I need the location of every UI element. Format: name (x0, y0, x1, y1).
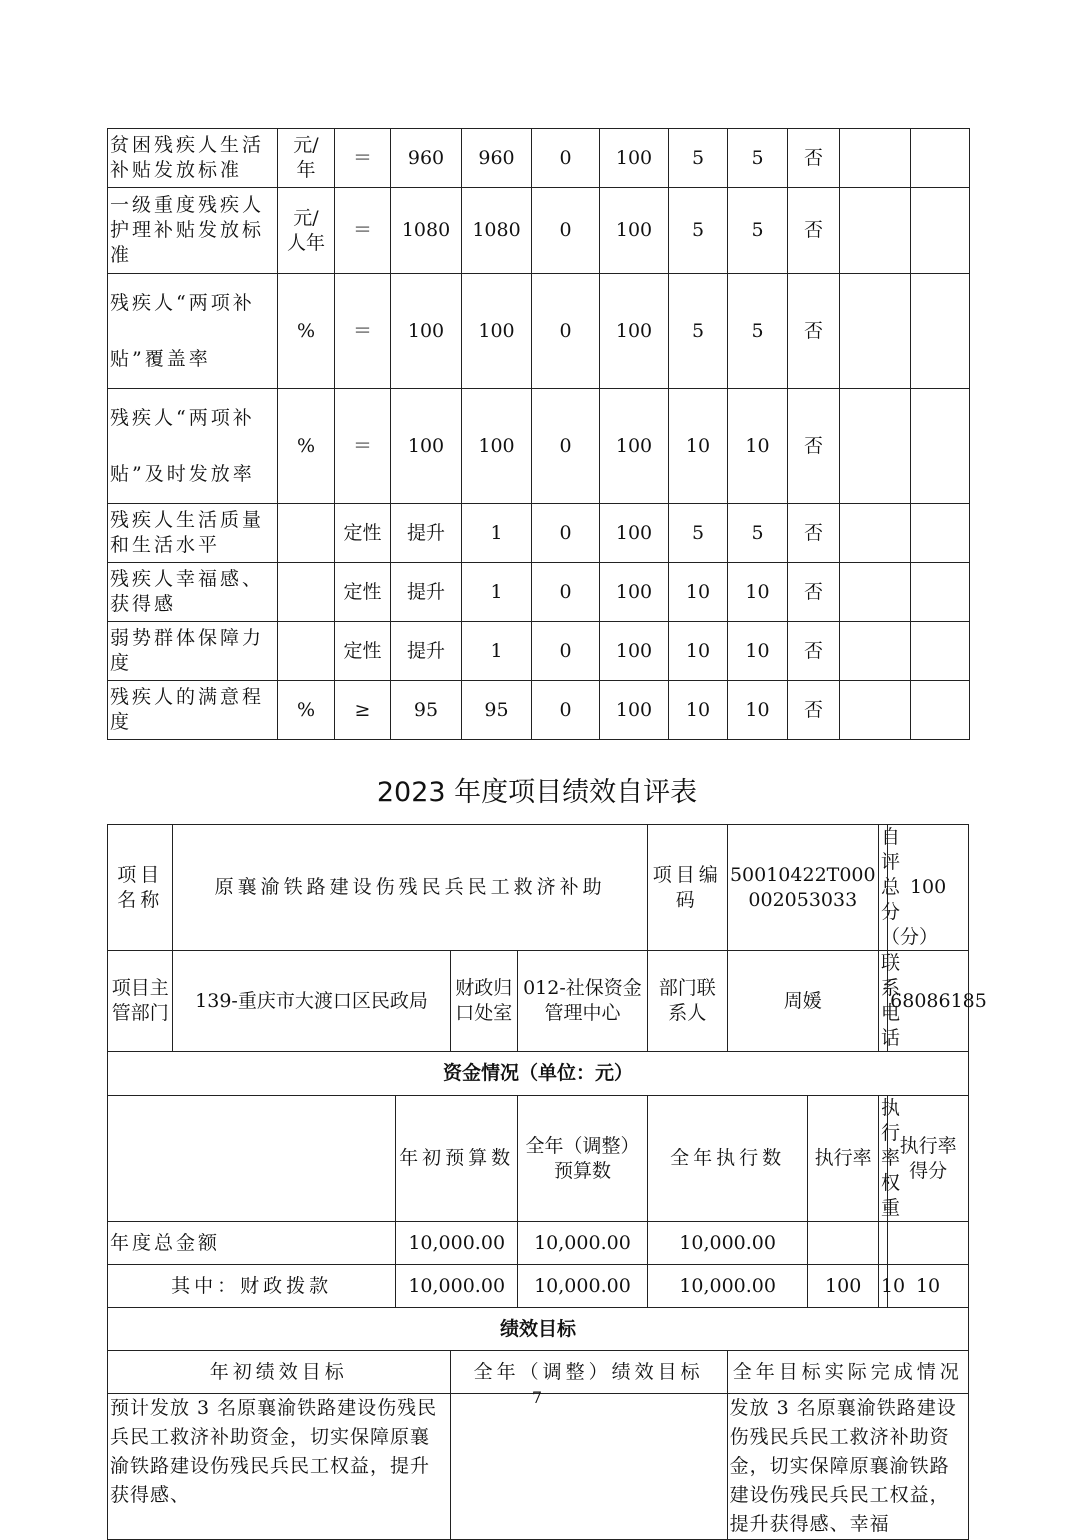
indicator-deviation: 0 (532, 563, 600, 622)
indicator-deviation: 0 (532, 188, 600, 274)
goals-section-title: 绩效目标 (108, 1308, 969, 1351)
score-value: 100 (888, 825, 969, 951)
indicator-op: 定性 (335, 563, 391, 622)
indicator-empty-cell (840, 274, 911, 389)
finance-label: 财政归口处室 (450, 951, 517, 1052)
indicator-empty-cell (911, 274, 970, 389)
indicator-score: 10 (728, 389, 788, 504)
indicator-op: ＝ (335, 274, 391, 389)
indicator-row (108, 622, 970, 681)
indicator-name: 残疾人生活质量和生活水平 (108, 504, 278, 563)
indicator-weight: 10 (669, 389, 728, 504)
indicator-score: 5 (728, 274, 788, 389)
indicator-flag: 否 (788, 563, 840, 622)
funds-header: 执行率 (808, 1096, 879, 1222)
indicator-table (107, 128, 970, 740)
indicator-row (108, 129, 970, 188)
indicator-score: 10 (728, 563, 788, 622)
indicator-actual: 100 (462, 389, 532, 504)
indicator-empty-cell (840, 188, 911, 274)
indicator-unit: % (278, 681, 335, 740)
funds-cell (878, 1222, 887, 1265)
indicator-weight: 10 (669, 622, 728, 681)
indicator-actual: 100 (462, 274, 532, 389)
goals-header: 年初绩效目标 (108, 1351, 451, 1394)
goals-header: 全年目标实际完成情况 (727, 1351, 968, 1394)
indicator-weight: 5 (669, 188, 728, 274)
indicator-weight: 5 (669, 274, 728, 389)
indicator-row (108, 563, 970, 622)
indicator-op: 定性 (335, 622, 391, 681)
indicator-empty-cell (840, 563, 911, 622)
indicator-op: ≥ (335, 681, 391, 740)
indicator-flag: 否 (788, 274, 840, 389)
indicator-deviation: 0 (532, 504, 600, 563)
funds-cell: 10 (888, 1265, 969, 1308)
indicator-unit (278, 563, 335, 622)
project-name-label: 项目名称 (108, 825, 173, 951)
indicator-rate: 100 (600, 622, 669, 681)
indicator-target: 100 (391, 274, 462, 389)
indicator-row (108, 504, 970, 563)
indicator-unit: 元/人年 (278, 188, 335, 274)
goals-initial-text: 预计发放 3 名原襄渝铁路建设伤残民兵民工救济补助资金，切实保障原襄渝铁路建设伤残民兵民工权益，提升获得感、 (108, 1394, 451, 1540)
finance-value: 012-社保资金管理中心 (518, 951, 648, 1052)
goals-actual-text: 发放 3 名原襄渝铁路建设伤残民兵民工救济补助资金，切实保障原襄渝铁路建设伤残民兵民工权益，提升获得感、幸福 (727, 1394, 968, 1540)
indicator-actual: 1 (462, 504, 532, 563)
indicator-flag: 否 (788, 622, 840, 681)
indicator-rate: 100 (600, 274, 669, 389)
dept-label: 项目主管部门 (108, 951, 173, 1052)
indicator-empty-cell (911, 563, 970, 622)
goals-header: 全年（调整）绩效目标 (450, 1351, 727, 1394)
indicator-unit (278, 504, 335, 563)
funds-row-label: 其中：财政拨款 (108, 1265, 396, 1308)
indicator-name: 残疾人“两项补贴”覆盖率 (108, 274, 278, 389)
indicator-unit: % (278, 389, 335, 504)
indicator-empty-cell (911, 504, 970, 563)
indicator-actual: 1080 (462, 188, 532, 274)
indicator-actual: 1 (462, 622, 532, 681)
indicator-rate: 100 (600, 681, 669, 740)
indicator-flag: 否 (788, 681, 840, 740)
indicator-empty-cell (911, 389, 970, 504)
indicator-unit (278, 622, 335, 681)
indicator-empty-cell (840, 622, 911, 681)
indicator-unit: % (278, 274, 335, 389)
funds-cell (808, 1222, 879, 1265)
indicator-row (108, 274, 970, 389)
indicator-rate: 100 (600, 389, 669, 504)
indicator-flag: 否 (788, 389, 840, 504)
funds-cell: 10,000.00 (396, 1222, 518, 1265)
funds-header: 全年（调整）预算数 (518, 1096, 648, 1222)
indicator-name: 残疾人的满意程度 (108, 681, 278, 740)
project-code-label: 项目编码 (647, 825, 727, 951)
indicator-op: ＝ (335, 389, 391, 504)
indicator-rate: 100 (600, 188, 669, 274)
indicator-actual: 1 (462, 563, 532, 622)
funds-cell (888, 1222, 969, 1265)
indicator-row (108, 681, 970, 740)
indicator-target: 提升 (391, 563, 462, 622)
indicator-unit: 元/年 (278, 129, 335, 188)
funds-cell: 100 (808, 1265, 879, 1308)
indicator-weight: 10 (669, 681, 728, 740)
contact-value: 周媛 (727, 951, 878, 1052)
indicator-score: 10 (728, 622, 788, 681)
indicator-deviation: 0 (532, 129, 600, 188)
indicator-score: 5 (728, 504, 788, 563)
indicator-empty-cell (911, 681, 970, 740)
funds-cell: 10,000.00 (647, 1222, 808, 1265)
self-evaluation-table (107, 824, 987, 1540)
project-name-value: 原襄渝铁路建设伤残民兵民工救济补助 (173, 825, 647, 951)
indicator-deviation: 0 (532, 622, 600, 681)
indicator-target: 100 (391, 389, 462, 504)
indicator-name: 残疾人幸福感、获得感 (108, 563, 278, 622)
funds-header: 年初预算数 (396, 1096, 518, 1222)
funds-header-blank (108, 1096, 396, 1222)
indicator-op: ＝ (335, 188, 391, 274)
indicator-target: 960 (391, 129, 462, 188)
indicator-target: 95 (391, 681, 462, 740)
indicator-name: 贫困残疾人生活补贴发放标准 (108, 129, 278, 188)
indicator-deviation: 0 (532, 681, 600, 740)
indicator-target: 1080 (391, 188, 462, 274)
indicator-weight: 5 (669, 129, 728, 188)
indicator-empty-cell (911, 188, 970, 274)
funds-cell: 10,000.00 (518, 1265, 648, 1308)
indicator-empty-cell (840, 129, 911, 188)
indicator-rate: 100 (600, 129, 669, 188)
indicator-flag: 否 (788, 188, 840, 274)
funds-row-label: 年度总金额 (108, 1222, 396, 1265)
funds-header: 执行率得分 (888, 1096, 969, 1222)
project-code-value: 50010422T000002053033 (727, 825, 878, 951)
score-label: 自评总分（分） (878, 825, 887, 951)
indicator-target: 提升 (391, 504, 462, 563)
indicator-flag: 否 (788, 129, 840, 188)
indicator-actual: 95 (462, 681, 532, 740)
dept-value: 139-重庆市大渡口区民政局 (173, 951, 450, 1052)
indicator-op: 定性 (335, 504, 391, 563)
indicator-deviation: 0 (532, 274, 600, 389)
indicator-empty-cell (840, 681, 911, 740)
indicator-rate: 100 (600, 504, 669, 563)
indicator-rate: 100 (600, 563, 669, 622)
funds-cell: 10,000.00 (518, 1222, 648, 1265)
goals-adjusted-text (450, 1394, 727, 1540)
indicator-empty-cell (840, 504, 911, 563)
indicator-score: 5 (728, 129, 788, 188)
funds-header: 全年执行数 (647, 1096, 808, 1222)
phone-value: 68086185 (888, 951, 969, 1052)
page-title: 2023 年度项目绩效自评表 (376, 777, 698, 808)
indicator-deviation: 0 (532, 389, 600, 504)
funds-cell: 10 (878, 1265, 887, 1308)
indicator-op: ＝ (335, 129, 391, 188)
indicator-row (108, 389, 970, 504)
indicator-weight: 5 (669, 504, 728, 563)
indicator-actual: 960 (462, 129, 532, 188)
indicator-empty-cell (911, 622, 970, 681)
indicator-empty-cell (840, 389, 911, 504)
indicator-flag: 否 (788, 504, 840, 563)
contact-label: 部门联系人 (647, 951, 727, 1052)
indicator-row (108, 188, 970, 274)
page-number: 7 (531, 1388, 543, 1407)
phone-label: 联系电话 (878, 951, 887, 1052)
funds-cell: 10,000.00 (647, 1265, 808, 1308)
indicator-name: 弱势群体保障力度 (108, 622, 278, 681)
indicator-name: 残疾人“两项补贴”及时发放率 (108, 389, 278, 504)
indicator-score: 10 (728, 681, 788, 740)
indicator-empty-cell (911, 129, 970, 188)
funds-header: 执行率权重 (878, 1096, 887, 1222)
funds-cell: 10,000.00 (396, 1265, 518, 1308)
indicator-name: 一级重度残疾人护理补贴发放标准 (108, 188, 278, 274)
indicator-score: 5 (728, 188, 788, 274)
indicator-weight: 10 (669, 563, 728, 622)
indicator-target: 提升 (391, 622, 462, 681)
funds-section-title: 资金情况（单位：元） (108, 1052, 969, 1096)
